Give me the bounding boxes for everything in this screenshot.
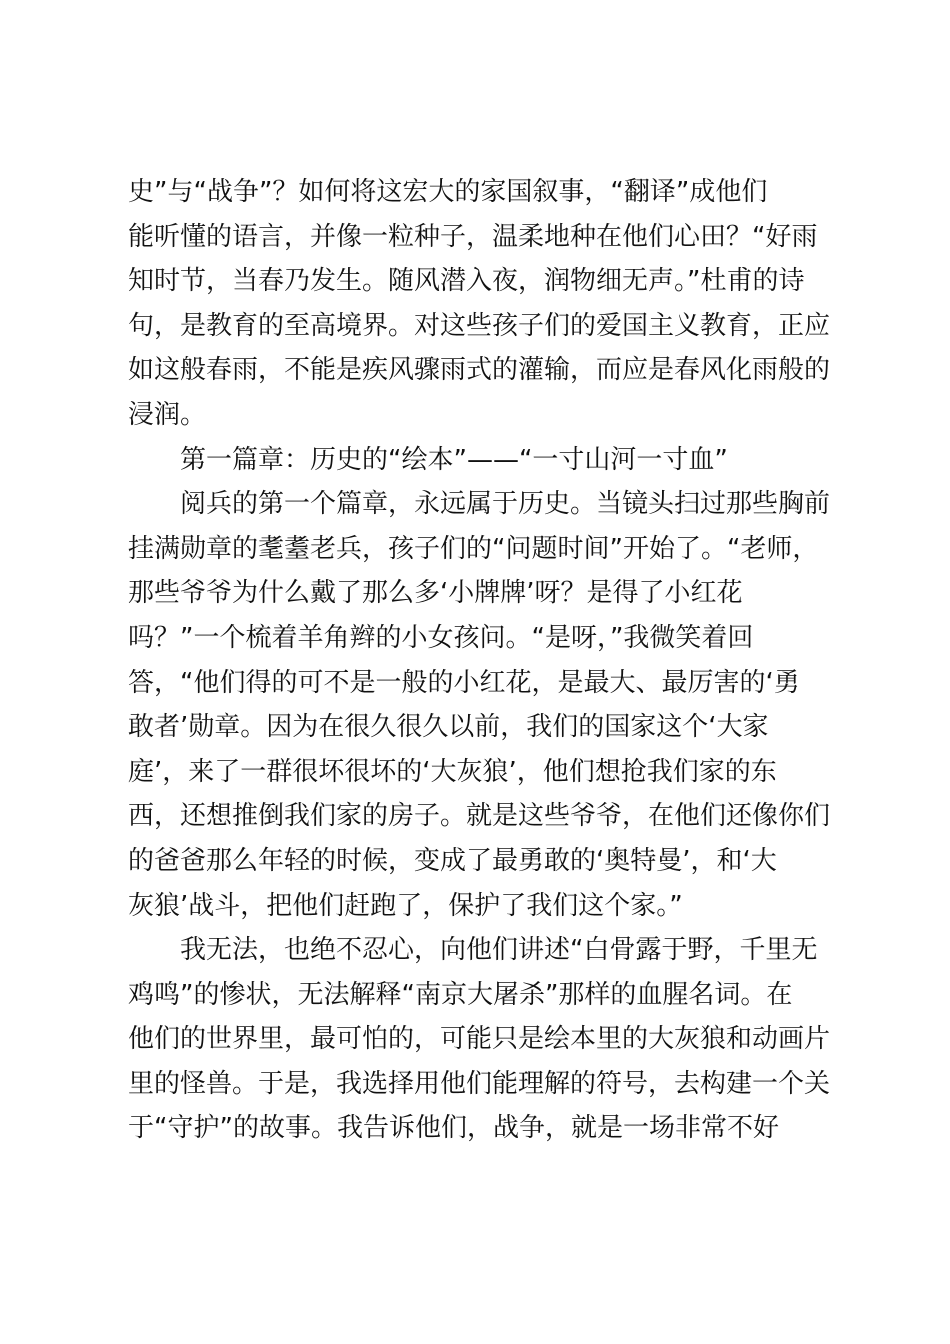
text-line: 灰狼’战斗，把他们赶跑了，保护了我们这个家。” [128,890,683,921]
text-line: 浸润。 [128,399,207,430]
text-line: 的爸爸那么年轻的时候，变成了最勇敢的‘奥特曼’，和‘大 [128,845,777,876]
text-line: 阅兵的第一个篇章，永远属于历史。当镜头扫过那些胸前 [128,489,831,520]
text-line: 他们的世界里，最可怕的，可能只是绘本里的大灰狼和动画片 [128,1024,831,1055]
text-line: 句，是教育的至高境界。对这些孩子们的爱国主义教育，正应 [128,310,831,341]
body-text [128,170,833,1151]
text-line: 能听懂的语言，并像一粒种子，温柔地种在他们心田？“好雨 [128,221,818,252]
text-line: 史”与“战争”？如何将这宏大的家国叙事，“翻译”成他们 [128,177,768,207]
text-line: 如这般春雨，不能是疾风骤雨式的灌输，而应是春风化雨般的 [128,355,831,386]
text-line: 挂满勋章的耄耋老兵，孩子们的“问题时间”开始了。“老师， [128,533,819,564]
text-line: 里的怪兽。于是，我选择用他们能理解的符号，去构建一个关 [128,1068,831,1099]
text-line: 于“守护”的故事。我告诉他们，战争，就是一场非常不好 [128,1113,779,1144]
text-line: 我无法，也绝不忍心，向他们讲述“白骨露于野，千里无 [128,935,818,966]
text-line: 吗？”一个梳着羊角辫的小女孩问。“是呀，”我微笑着回 [128,622,754,653]
text-line: 那些爷爷为什么戴了那么多‘小牌牌’呀？是得了小红花 [128,578,743,609]
text-line: 答，“他们得的可不是一般的小红花，是最大、最厉害的‘勇 [128,667,800,698]
text-line: 鸡鸣”的惨状，无法解释“南京大屠杀”那样的血腥名词。在 [128,979,793,1010]
text-line: 西，还想推倒我们家的房子。就是这些爷爷，在他们还像你们 [128,801,831,832]
text-line: 敢者’勋章。因为在很久很久以前，我们的国家这个‘大家 [128,712,769,743]
section-heading: 第一篇章：历史的“绘本”——“一寸山河一寸血” [128,444,728,475]
text-line: 庭’，来了一群很坏很坏的‘大灰狼’，他们想抢我们家的东 [128,756,777,787]
text-line: 知时节，当春乃发生。随风潜入夜，润物细无声。”杜甫的诗 [128,266,805,297]
